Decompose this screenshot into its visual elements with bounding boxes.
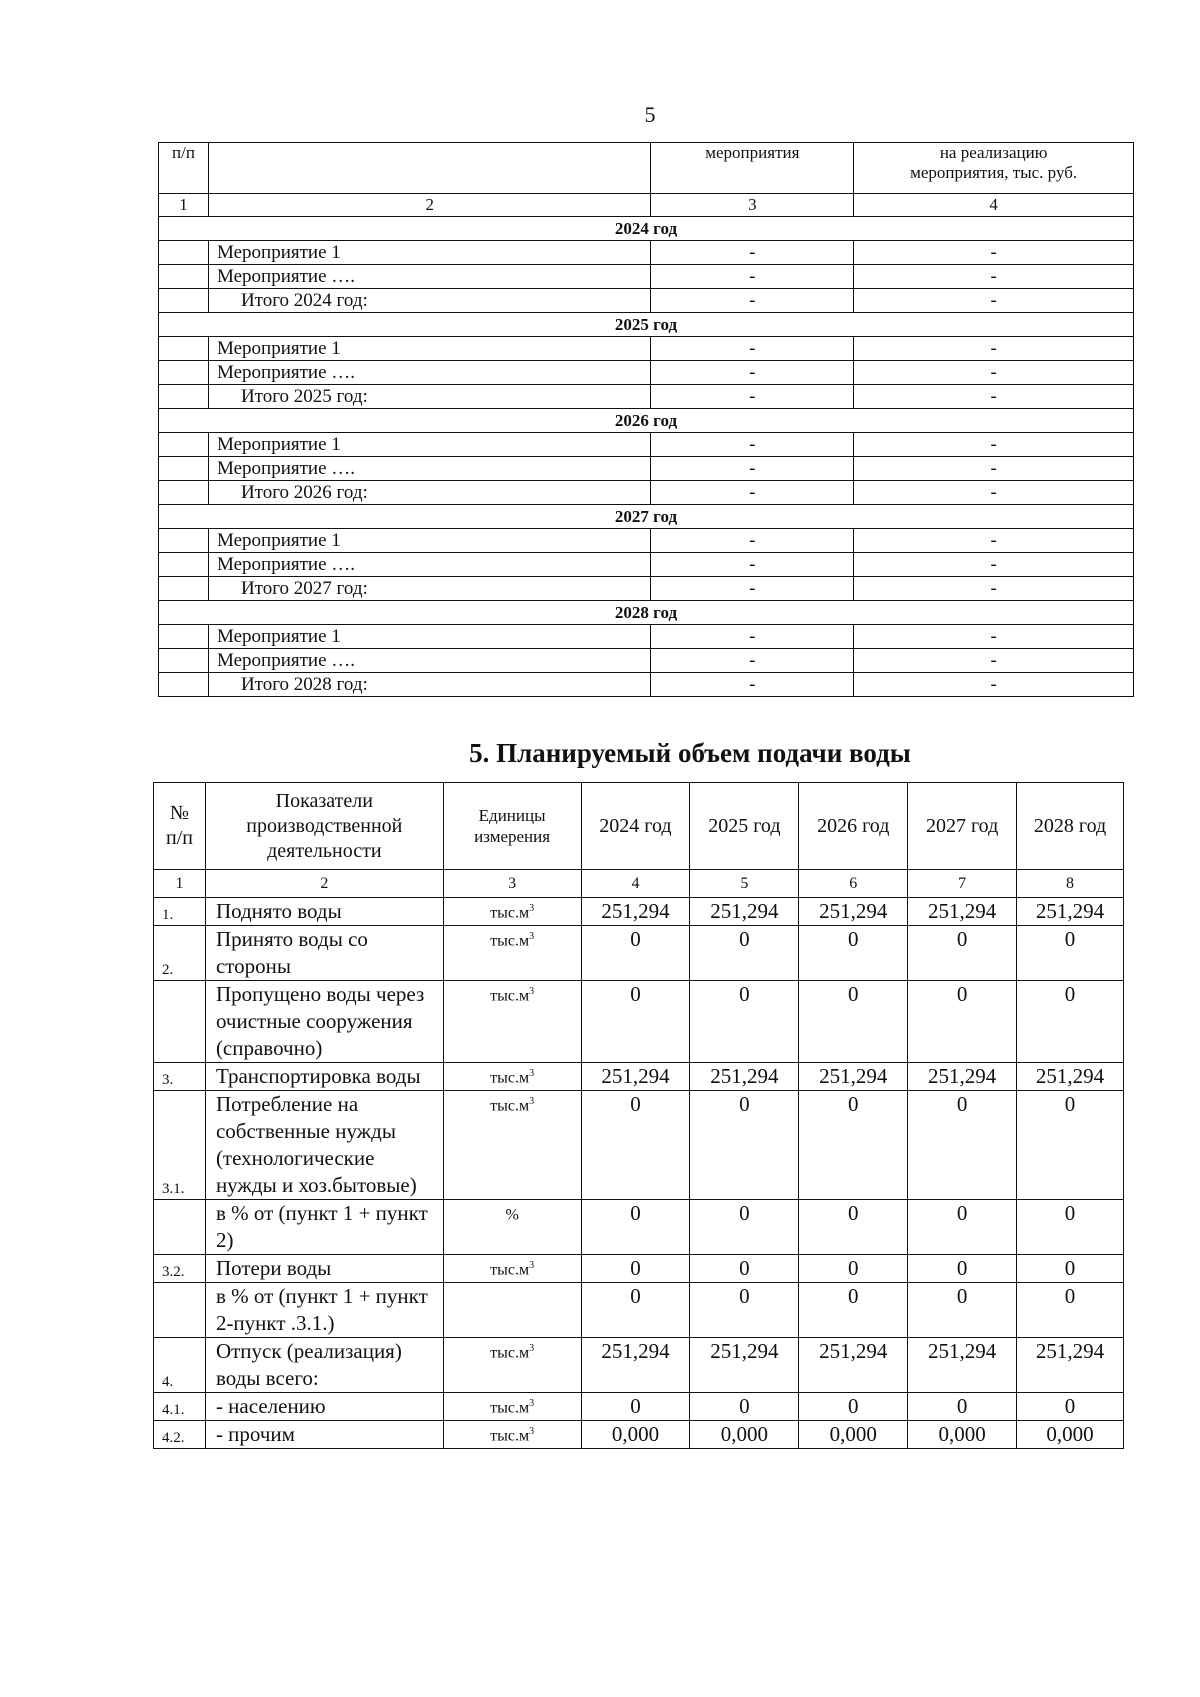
row-number bbox=[154, 1283, 206, 1338]
measure-cost: - bbox=[854, 625, 1134, 649]
value-2026: 251,294 bbox=[799, 1063, 908, 1091]
value-2025: 251,294 bbox=[690, 1338, 799, 1393]
indicator-name: в % от (пункт 1 + пункт 2) bbox=[205, 1200, 443, 1255]
measure-row bbox=[159, 649, 1134, 673]
measure-name: Мероприятие …. bbox=[208, 457, 650, 481]
unit-text: тыс.м bbox=[490, 904, 530, 922]
colnum-cell: 4 bbox=[854, 194, 1134, 217]
value-2025: 0 bbox=[690, 1091, 799, 1200]
measure-name: Итого 2024 год: bbox=[208, 289, 650, 313]
value-2025: 0 bbox=[690, 926, 799, 981]
unit-exponent: 3 bbox=[529, 1260, 535, 1271]
row-num bbox=[159, 433, 209, 457]
year-label: 2025 год bbox=[159, 313, 1134, 337]
indicator-name: Отпуск (реализация) воды всего: bbox=[205, 1338, 443, 1393]
water-row bbox=[154, 1063, 1124, 1091]
value-2028: 0 bbox=[1017, 1283, 1124, 1338]
value-2024: 0 bbox=[581, 1200, 690, 1255]
value-2027: 0 bbox=[908, 1200, 1017, 1255]
indicator-name: Пропущено воды через очистные сооружения (справочно) bbox=[205, 981, 443, 1063]
value-2027: 251,294 bbox=[908, 1063, 1017, 1091]
value-2027: 0 bbox=[908, 1393, 1017, 1421]
unit-text: тыс.м bbox=[490, 1427, 530, 1445]
row-num bbox=[159, 289, 209, 313]
unit-cell bbox=[443, 1393, 581, 1421]
colnum-cell: 4 bbox=[581, 870, 690, 898]
measure-period: - bbox=[651, 361, 854, 385]
year-label: 2026 год bbox=[159, 409, 1134, 433]
page-number: 5 bbox=[644, 102, 656, 127]
measures-header-num: п/п bbox=[159, 143, 209, 194]
measure-name: Мероприятие …. bbox=[208, 361, 650, 385]
measure-row bbox=[159, 553, 1134, 577]
measure-period: - bbox=[651, 673, 854, 697]
indicator-name: Потребление на собственные нужды (технологические нужды и хоз.бытовые) bbox=[205, 1091, 443, 1200]
value-2028: 0 bbox=[1017, 926, 1124, 981]
value-2024: 0 bbox=[581, 1283, 690, 1338]
measure-period: - bbox=[651, 649, 854, 673]
value-2025: 0 bbox=[690, 1393, 799, 1421]
water-header-row bbox=[154, 783, 1124, 870]
value-2028: 251,294 bbox=[1017, 898, 1124, 926]
value-2028: 0 bbox=[1017, 1091, 1124, 1200]
unit-text: тыс.м bbox=[490, 987, 530, 1005]
water-row bbox=[154, 898, 1124, 926]
value-2025: 0 bbox=[690, 1283, 799, 1338]
value-2027: 0 bbox=[908, 926, 1017, 981]
value-2025: 251,294 bbox=[690, 1063, 799, 1091]
water-row bbox=[154, 981, 1124, 1063]
measures-header-cost bbox=[854, 143, 1134, 194]
unit-exponent: 3 bbox=[529, 1343, 535, 1354]
unit-text: тыс.м bbox=[490, 1344, 530, 1362]
indicator-name: Поднято воды bbox=[205, 898, 443, 926]
row-num bbox=[159, 553, 209, 577]
value-2025: 0 bbox=[690, 1200, 799, 1255]
water-row bbox=[154, 1393, 1124, 1421]
measures-colnum-row bbox=[159, 194, 1134, 217]
measure-name: Мероприятие 1 bbox=[208, 337, 650, 361]
row-number: 4. bbox=[154, 1338, 206, 1393]
water-colnum-row bbox=[154, 870, 1124, 898]
measure-name: Итого 2027 год: bbox=[208, 577, 650, 601]
total-row bbox=[159, 385, 1134, 409]
row-number bbox=[154, 981, 206, 1063]
value-2025: 251,294 bbox=[690, 898, 799, 926]
water-header-2026: 2026 год bbox=[799, 783, 908, 870]
value-2024: 0 bbox=[581, 1255, 690, 1283]
value-2027: 0 bbox=[908, 981, 1017, 1063]
water-row bbox=[154, 1338, 1124, 1393]
row-number: 3. bbox=[154, 1063, 206, 1091]
measure-period: - bbox=[651, 529, 854, 553]
colnum-cell: 2 bbox=[208, 194, 650, 217]
unit-text: тыс.м bbox=[490, 1261, 530, 1279]
indicator-name: в % от (пункт 1 + пункт 2-пункт .3.1.) bbox=[205, 1283, 443, 1338]
water-header-num-line2: п/п bbox=[165, 827, 193, 849]
colnum-cell: 2 bbox=[205, 870, 443, 898]
value-2028: 0 bbox=[1017, 1200, 1124, 1255]
row-number: 3.2. bbox=[154, 1255, 206, 1283]
indicator-name: Потери воды bbox=[205, 1255, 443, 1283]
row-num bbox=[159, 577, 209, 601]
unit-text: тыс.м bbox=[490, 932, 530, 950]
measure-name: Мероприятие …. bbox=[208, 265, 650, 289]
measure-cost: - bbox=[854, 577, 1134, 601]
row-number: 3.1. bbox=[154, 1091, 206, 1200]
measures-header-period: мероприятия bbox=[651, 143, 854, 194]
measure-name: Итого 2028 год: bbox=[208, 673, 650, 697]
colnum-cell: 6 bbox=[799, 870, 908, 898]
water-header-num bbox=[154, 783, 206, 870]
row-num bbox=[159, 529, 209, 553]
measures-header-cost-line1: на реализацию bbox=[939, 143, 1048, 162]
measure-period: - bbox=[651, 625, 854, 649]
measure-name: Мероприятие …. bbox=[208, 553, 650, 577]
measure-name: Мероприятие 1 bbox=[208, 529, 650, 553]
value-2027: 0,000 bbox=[908, 1421, 1017, 1449]
unit-text: тыс.м bbox=[490, 1069, 530, 1087]
unit-exponent: 3 bbox=[529, 903, 535, 914]
measure-period: - bbox=[651, 553, 854, 577]
measure-cost: - bbox=[854, 481, 1134, 505]
year-row bbox=[159, 313, 1134, 337]
row-number: 2. bbox=[154, 926, 206, 981]
total-row bbox=[159, 481, 1134, 505]
value-2024: 0 bbox=[581, 981, 690, 1063]
measures-header-name bbox=[208, 143, 650, 194]
measure-name: Мероприятие 1 bbox=[208, 433, 650, 457]
colnum-cell: 3 bbox=[651, 194, 854, 217]
measure-row bbox=[159, 433, 1134, 457]
water-row bbox=[154, 1421, 1124, 1449]
colnum-cell: 7 bbox=[908, 870, 1017, 898]
measure-cost: - bbox=[854, 553, 1134, 577]
colnum-cell: 3 bbox=[443, 870, 581, 898]
water-row bbox=[154, 1200, 1124, 1255]
unit-cell bbox=[443, 1255, 581, 1283]
unit-cell bbox=[443, 1200, 581, 1255]
unit-cell bbox=[443, 981, 581, 1063]
measure-period: - bbox=[651, 337, 854, 361]
measure-row bbox=[159, 337, 1134, 361]
row-num bbox=[159, 265, 209, 289]
measures-table bbox=[158, 142, 1134, 697]
unit-cell bbox=[443, 926, 581, 981]
measure-period: - bbox=[651, 457, 854, 481]
value-2028: 251,294 bbox=[1017, 1063, 1124, 1091]
water-header-2028: 2028 год bbox=[1017, 783, 1124, 870]
measure-cost: - bbox=[854, 361, 1134, 385]
water-header-indicator: Показатели производственной деятельности bbox=[205, 783, 443, 870]
row-num bbox=[159, 385, 209, 409]
unit-cell bbox=[443, 898, 581, 926]
value-2024: 0,000 bbox=[581, 1421, 690, 1449]
value-2026: 0 bbox=[799, 1200, 908, 1255]
row-num bbox=[159, 361, 209, 385]
value-2026: 0 bbox=[799, 1091, 908, 1200]
section-title: 5. Планируемый объем подачи воды bbox=[469, 738, 911, 768]
water-header-2027: 2027 год bbox=[908, 783, 1017, 870]
indicator-name: Транспортировка воды bbox=[205, 1063, 443, 1091]
total-row bbox=[159, 289, 1134, 313]
unit-exponent: 3 bbox=[529, 1398, 535, 1409]
value-2026: 251,294 bbox=[799, 1338, 908, 1393]
measure-cost: - bbox=[854, 241, 1134, 265]
value-2026: 0 bbox=[799, 1283, 908, 1338]
measure-cost: - bbox=[854, 649, 1134, 673]
measures-header-row bbox=[159, 143, 1134, 194]
year-row bbox=[159, 217, 1134, 241]
water-volume-table bbox=[153, 782, 1124, 1449]
measure-period: - bbox=[651, 241, 854, 265]
row-num bbox=[159, 673, 209, 697]
year-label: 2027 год bbox=[159, 505, 1134, 529]
measure-row bbox=[159, 361, 1134, 385]
row-num bbox=[159, 337, 209, 361]
unit-cell bbox=[443, 1421, 581, 1449]
value-2026: 0 bbox=[799, 1393, 908, 1421]
row-num bbox=[159, 241, 209, 265]
measure-name: Мероприятие 1 bbox=[208, 241, 650, 265]
value-2025: 0,000 bbox=[690, 1421, 799, 1449]
total-row bbox=[159, 577, 1134, 601]
measure-row bbox=[159, 457, 1134, 481]
colnum-cell: 1 bbox=[154, 870, 206, 898]
row-num bbox=[159, 649, 209, 673]
measure-cost: - bbox=[854, 337, 1134, 361]
measure-period: - bbox=[651, 265, 854, 289]
row-number: 1. bbox=[154, 898, 206, 926]
value-2024: 0 bbox=[581, 1091, 690, 1200]
indicator-name: - населению bbox=[205, 1393, 443, 1421]
colnum-cell: 5 bbox=[690, 870, 799, 898]
water-header-2025: 2025 год bbox=[690, 783, 799, 870]
unit-text: % bbox=[505, 1206, 519, 1224]
value-2026: 0,000 bbox=[799, 1421, 908, 1449]
unit-cell bbox=[443, 1283, 581, 1338]
unit-exponent: 3 bbox=[529, 1068, 535, 1079]
value-2028: 251,294 bbox=[1017, 1338, 1124, 1393]
row-num bbox=[159, 625, 209, 649]
measure-name: Итого 2025 год: bbox=[208, 385, 650, 409]
measure-cost: - bbox=[854, 289, 1134, 313]
measure-cost: - bbox=[854, 385, 1134, 409]
indicator-name: - прочим bbox=[205, 1421, 443, 1449]
measure-cost: - bbox=[854, 433, 1134, 457]
measures-header-cost-line2: мероприятия, тыс. руб. bbox=[910, 163, 1078, 182]
value-2028: 0 bbox=[1017, 1255, 1124, 1283]
row-num bbox=[159, 481, 209, 505]
indicator-name: Принято воды со стороны bbox=[205, 926, 443, 981]
year-label: 2028 год bbox=[159, 601, 1134, 625]
unit-text: тыс.м bbox=[490, 1097, 530, 1115]
water-header-unit: Единицы измерения bbox=[443, 783, 581, 870]
value-2027: 251,294 bbox=[908, 898, 1017, 926]
year-row bbox=[159, 409, 1134, 433]
value-2027: 251,294 bbox=[908, 1338, 1017, 1393]
value-2024: 0 bbox=[581, 926, 690, 981]
water-row bbox=[154, 1091, 1124, 1200]
value-2028: 0,000 bbox=[1017, 1421, 1124, 1449]
value-2027: 0 bbox=[908, 1255, 1017, 1283]
water-header-2024: 2024 год bbox=[581, 783, 690, 870]
measure-cost: - bbox=[854, 457, 1134, 481]
colnum-cell: 1 bbox=[159, 194, 209, 217]
value-2028: 0 bbox=[1017, 1393, 1124, 1421]
value-2025: 0 bbox=[690, 981, 799, 1063]
year-label: 2024 год bbox=[159, 217, 1134, 241]
value-2024: 251,294 bbox=[581, 1338, 690, 1393]
unit-cell bbox=[443, 1063, 581, 1091]
value-2024: 251,294 bbox=[581, 898, 690, 926]
value-2028: 0 bbox=[1017, 981, 1124, 1063]
value-2024: 0 bbox=[581, 1393, 690, 1421]
unit-exponent: 3 bbox=[529, 931, 535, 942]
unit-exponent: 3 bbox=[529, 1096, 535, 1107]
measure-period: - bbox=[651, 289, 854, 313]
measure-row bbox=[159, 625, 1134, 649]
row-num bbox=[159, 457, 209, 481]
measure-name: Мероприятие …. bbox=[208, 649, 650, 673]
year-row bbox=[159, 505, 1134, 529]
unit-text: тыс.м bbox=[490, 1399, 530, 1417]
value-2026: 0 bbox=[799, 981, 908, 1063]
value-2025: 0 bbox=[690, 1255, 799, 1283]
row-number: 4.2. bbox=[154, 1421, 206, 1449]
row-number: 4.1. bbox=[154, 1393, 206, 1421]
measure-period: - bbox=[651, 433, 854, 457]
measure-period: - bbox=[651, 577, 854, 601]
value-2027: 0 bbox=[908, 1091, 1017, 1200]
measure-period: - bbox=[651, 481, 854, 505]
value-2027: 0 bbox=[908, 1283, 1017, 1338]
measure-cost: - bbox=[854, 673, 1134, 697]
total-row bbox=[159, 673, 1134, 697]
measure-row bbox=[159, 241, 1134, 265]
row-number bbox=[154, 1200, 206, 1255]
value-2026: 0 bbox=[799, 926, 908, 981]
value-2026: 251,294 bbox=[799, 898, 908, 926]
measure-row bbox=[159, 529, 1134, 553]
unit-exponent: 3 bbox=[529, 1426, 535, 1437]
water-row bbox=[154, 1283, 1124, 1338]
measure-period: - bbox=[651, 385, 854, 409]
unit-cell bbox=[443, 1091, 581, 1200]
measure-row bbox=[159, 265, 1134, 289]
measure-name: Мероприятие 1 bbox=[208, 625, 650, 649]
water-header-num-line1: № bbox=[169, 802, 190, 824]
water-row bbox=[154, 926, 1124, 981]
unit-exponent: 3 bbox=[529, 986, 535, 997]
colnum-cell: 8 bbox=[1017, 870, 1124, 898]
measure-cost: - bbox=[854, 265, 1134, 289]
water-row bbox=[154, 1255, 1124, 1283]
measure-name: Итого 2026 год: bbox=[208, 481, 650, 505]
year-row bbox=[159, 601, 1134, 625]
unit-cell bbox=[443, 1338, 581, 1393]
measure-cost: - bbox=[854, 529, 1134, 553]
value-2024: 251,294 bbox=[581, 1063, 690, 1091]
value-2026: 0 bbox=[799, 1255, 908, 1283]
